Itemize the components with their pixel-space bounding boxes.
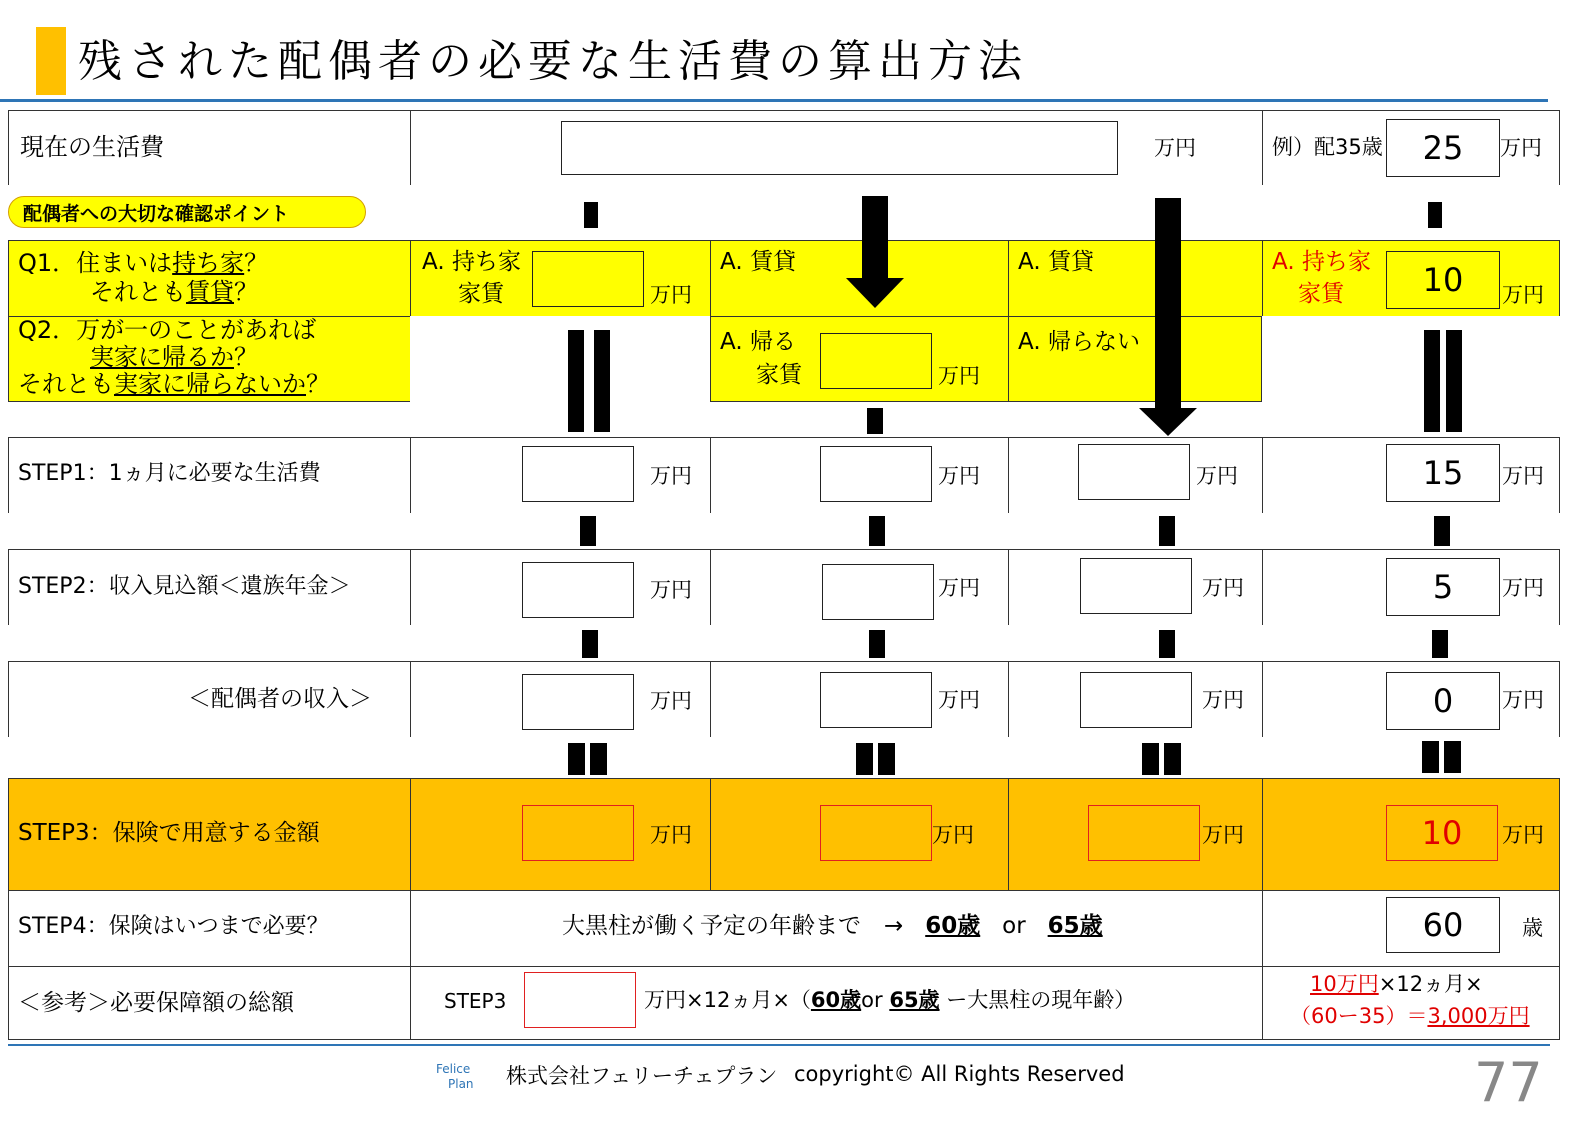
unit-label: 万円 xyxy=(1202,823,1244,847)
q1-rent-input[interactable] xyxy=(532,251,644,307)
step1-input-2[interactable] xyxy=(820,446,932,502)
connector-small xyxy=(584,202,598,228)
reference-step3-input[interactable] xyxy=(524,972,636,1028)
equals-bar xyxy=(1142,743,1159,775)
spouse-income-label: ＜配偶者の収入＞ xyxy=(188,686,372,712)
q1-answer1-a: A. 持ち家 xyxy=(422,249,521,275)
step4-example-value: 60 xyxy=(1386,897,1500,953)
q1-answer1-b: 家賃 xyxy=(458,281,504,307)
step1-input-1[interactable] xyxy=(522,446,634,502)
connector-small xyxy=(1432,630,1448,658)
arrow-down-icon xyxy=(1139,408,1197,436)
unit-label: 万円 xyxy=(1154,136,1196,160)
unit-label: 万円 xyxy=(938,364,980,388)
step1-label: STEP1：1ヵ月に必要な生活費 xyxy=(18,461,321,486)
q2-answer2-a: A. 帰らない xyxy=(1018,329,1140,355)
step4-text: 大黒柱が働く予定の年齢まで → 60歳 or 65歳 xyxy=(562,913,1103,939)
spouse-income-input-2[interactable] xyxy=(820,672,932,728)
equals-bar xyxy=(1422,741,1439,773)
step2-input-2[interactable] xyxy=(822,564,934,620)
spouse-income-input-3[interactable] xyxy=(1080,672,1192,728)
q1-line2: それとも賃貸？ xyxy=(90,278,258,306)
page-number: 77 xyxy=(1474,1051,1543,1114)
unit-label: 万円 xyxy=(650,689,692,713)
q1-answer3-a: A. 賃貸 xyxy=(1018,249,1094,275)
reference-label: ＜参考＞必要保障額の総額 xyxy=(18,990,294,1016)
connector-small xyxy=(869,630,885,658)
checkpoint-badge: 配偶者への大切な確認ポイント xyxy=(8,196,366,228)
unit-label: 万円 xyxy=(932,823,974,847)
equals-bar xyxy=(590,743,607,775)
q1-line1: Q1．住まいは持ち家？ xyxy=(18,249,269,277)
unit-label: 万円 xyxy=(1202,688,1244,712)
reference-example-line2: （60ー35）＝3,000万円 xyxy=(1290,1004,1530,1028)
q2-line3: それとも実家に帰らないか？ xyxy=(18,370,330,398)
step3-input-1[interactable] xyxy=(522,805,634,861)
q2-rent-input[interactable] xyxy=(820,333,932,389)
example-label: 例）配35歳 xyxy=(1272,135,1383,159)
step3-input-2[interactable] xyxy=(820,805,932,861)
unit-label: 万円 xyxy=(650,823,692,847)
step3-label: STEP3：保険で用意する金額 xyxy=(18,820,320,846)
connector-small xyxy=(1159,516,1175,546)
unit-label: 万円 xyxy=(1196,464,1238,488)
equals-bar xyxy=(1164,743,1181,775)
age-unit-label: 歳 xyxy=(1522,916,1543,940)
reference-step3-label: STEP3 xyxy=(444,989,507,1013)
arrow-shaft xyxy=(862,196,888,280)
unit-label: 万円 xyxy=(1502,823,1544,847)
q2-answer1-a: A. 帰る xyxy=(720,329,796,355)
unit-label: 万円 xyxy=(1502,283,1544,307)
equals-bar xyxy=(594,330,610,432)
q1-answer2-a: A. 賃貸 xyxy=(720,249,796,275)
arrow-shaft xyxy=(1155,198,1181,410)
q1-answer4-b: 家賃 xyxy=(1298,281,1344,307)
unit-label: 万円 xyxy=(1500,136,1542,160)
connector-small xyxy=(580,516,596,546)
q1-example-rent-value: 10 xyxy=(1386,251,1500,309)
q2-line2: 実家に帰るか？ xyxy=(90,343,258,371)
connector-small xyxy=(867,408,883,434)
step1-input-3[interactable] xyxy=(1078,444,1190,500)
page-title: 残された配偶者の必要な生活費の算出方法 xyxy=(78,36,1028,87)
equals-bar xyxy=(1424,330,1440,432)
q1-answer4-a: A. 持ち家 xyxy=(1272,249,1371,275)
step2-input-3[interactable] xyxy=(1080,558,1192,614)
unit-label: 万円 xyxy=(938,688,980,712)
unit-label: 万円 xyxy=(1502,576,1544,600)
unit-label: 万円 xyxy=(1202,576,1244,600)
logo-plan: Plan xyxy=(448,1077,474,1091)
q2-answer1-b: 家賃 xyxy=(756,362,802,388)
footer-copyright: copyright© All Rights Reserved xyxy=(794,1062,1125,1086)
step2-label: STEP2：収入見込額＜遺族年金＞ xyxy=(18,574,351,599)
unit-label: 万円 xyxy=(1502,464,1544,488)
unit-label: 万円 xyxy=(650,283,692,307)
current-living-example-value: 25 xyxy=(1386,119,1500,177)
equals-bar xyxy=(856,743,873,775)
connector-small xyxy=(869,516,885,546)
spouse-income-example-value: 0 xyxy=(1386,672,1500,730)
step2-example-value: 5 xyxy=(1386,558,1500,616)
footer-company: 株式会社フェリーチェプラン xyxy=(506,1064,778,1088)
step1-example-value: 15 xyxy=(1386,444,1500,502)
equals-bar xyxy=(568,330,584,432)
unit-label: 万円 xyxy=(1502,688,1544,712)
connector-small xyxy=(1159,630,1175,658)
unit-label: 万円 xyxy=(938,464,980,488)
equals-bar xyxy=(878,743,895,775)
step2-input-1[interactable] xyxy=(522,562,634,618)
unit-label: 万円 xyxy=(650,464,692,488)
q2-line1: Q2．万が一のことがあれば xyxy=(18,316,317,344)
logo-felice: Felice xyxy=(436,1062,471,1076)
title-accent-bar xyxy=(36,27,66,95)
spouse-income-input-1[interactable] xyxy=(522,674,634,730)
step3-input-3[interactable] xyxy=(1088,805,1200,861)
reference-example-line1: 10万円×12ヵ月× xyxy=(1310,972,1483,996)
reference-formula: 万円×12ヵ月×（60歳or 65歳 ー大黒柱の現年齢） xyxy=(644,988,1136,1012)
step3-example-value: 10 xyxy=(1386,805,1498,861)
connector-small xyxy=(582,630,598,658)
current-living-label: 現在の生活費 xyxy=(20,133,164,161)
current-living-input[interactable] xyxy=(561,121,1118,175)
equals-bar xyxy=(568,743,585,775)
title-underline xyxy=(0,99,1548,102)
footer-line xyxy=(8,1044,1550,1046)
equals-bar xyxy=(1444,741,1461,773)
connector-small xyxy=(1428,202,1442,228)
equals-bar xyxy=(1446,330,1462,432)
connector-small xyxy=(1434,516,1450,546)
step4-label: STEP4：保険はいつまで必要？ xyxy=(18,914,329,939)
unit-label: 万円 xyxy=(938,576,980,600)
arrow-down-icon xyxy=(846,278,904,308)
unit-label: 万円 xyxy=(650,578,692,602)
